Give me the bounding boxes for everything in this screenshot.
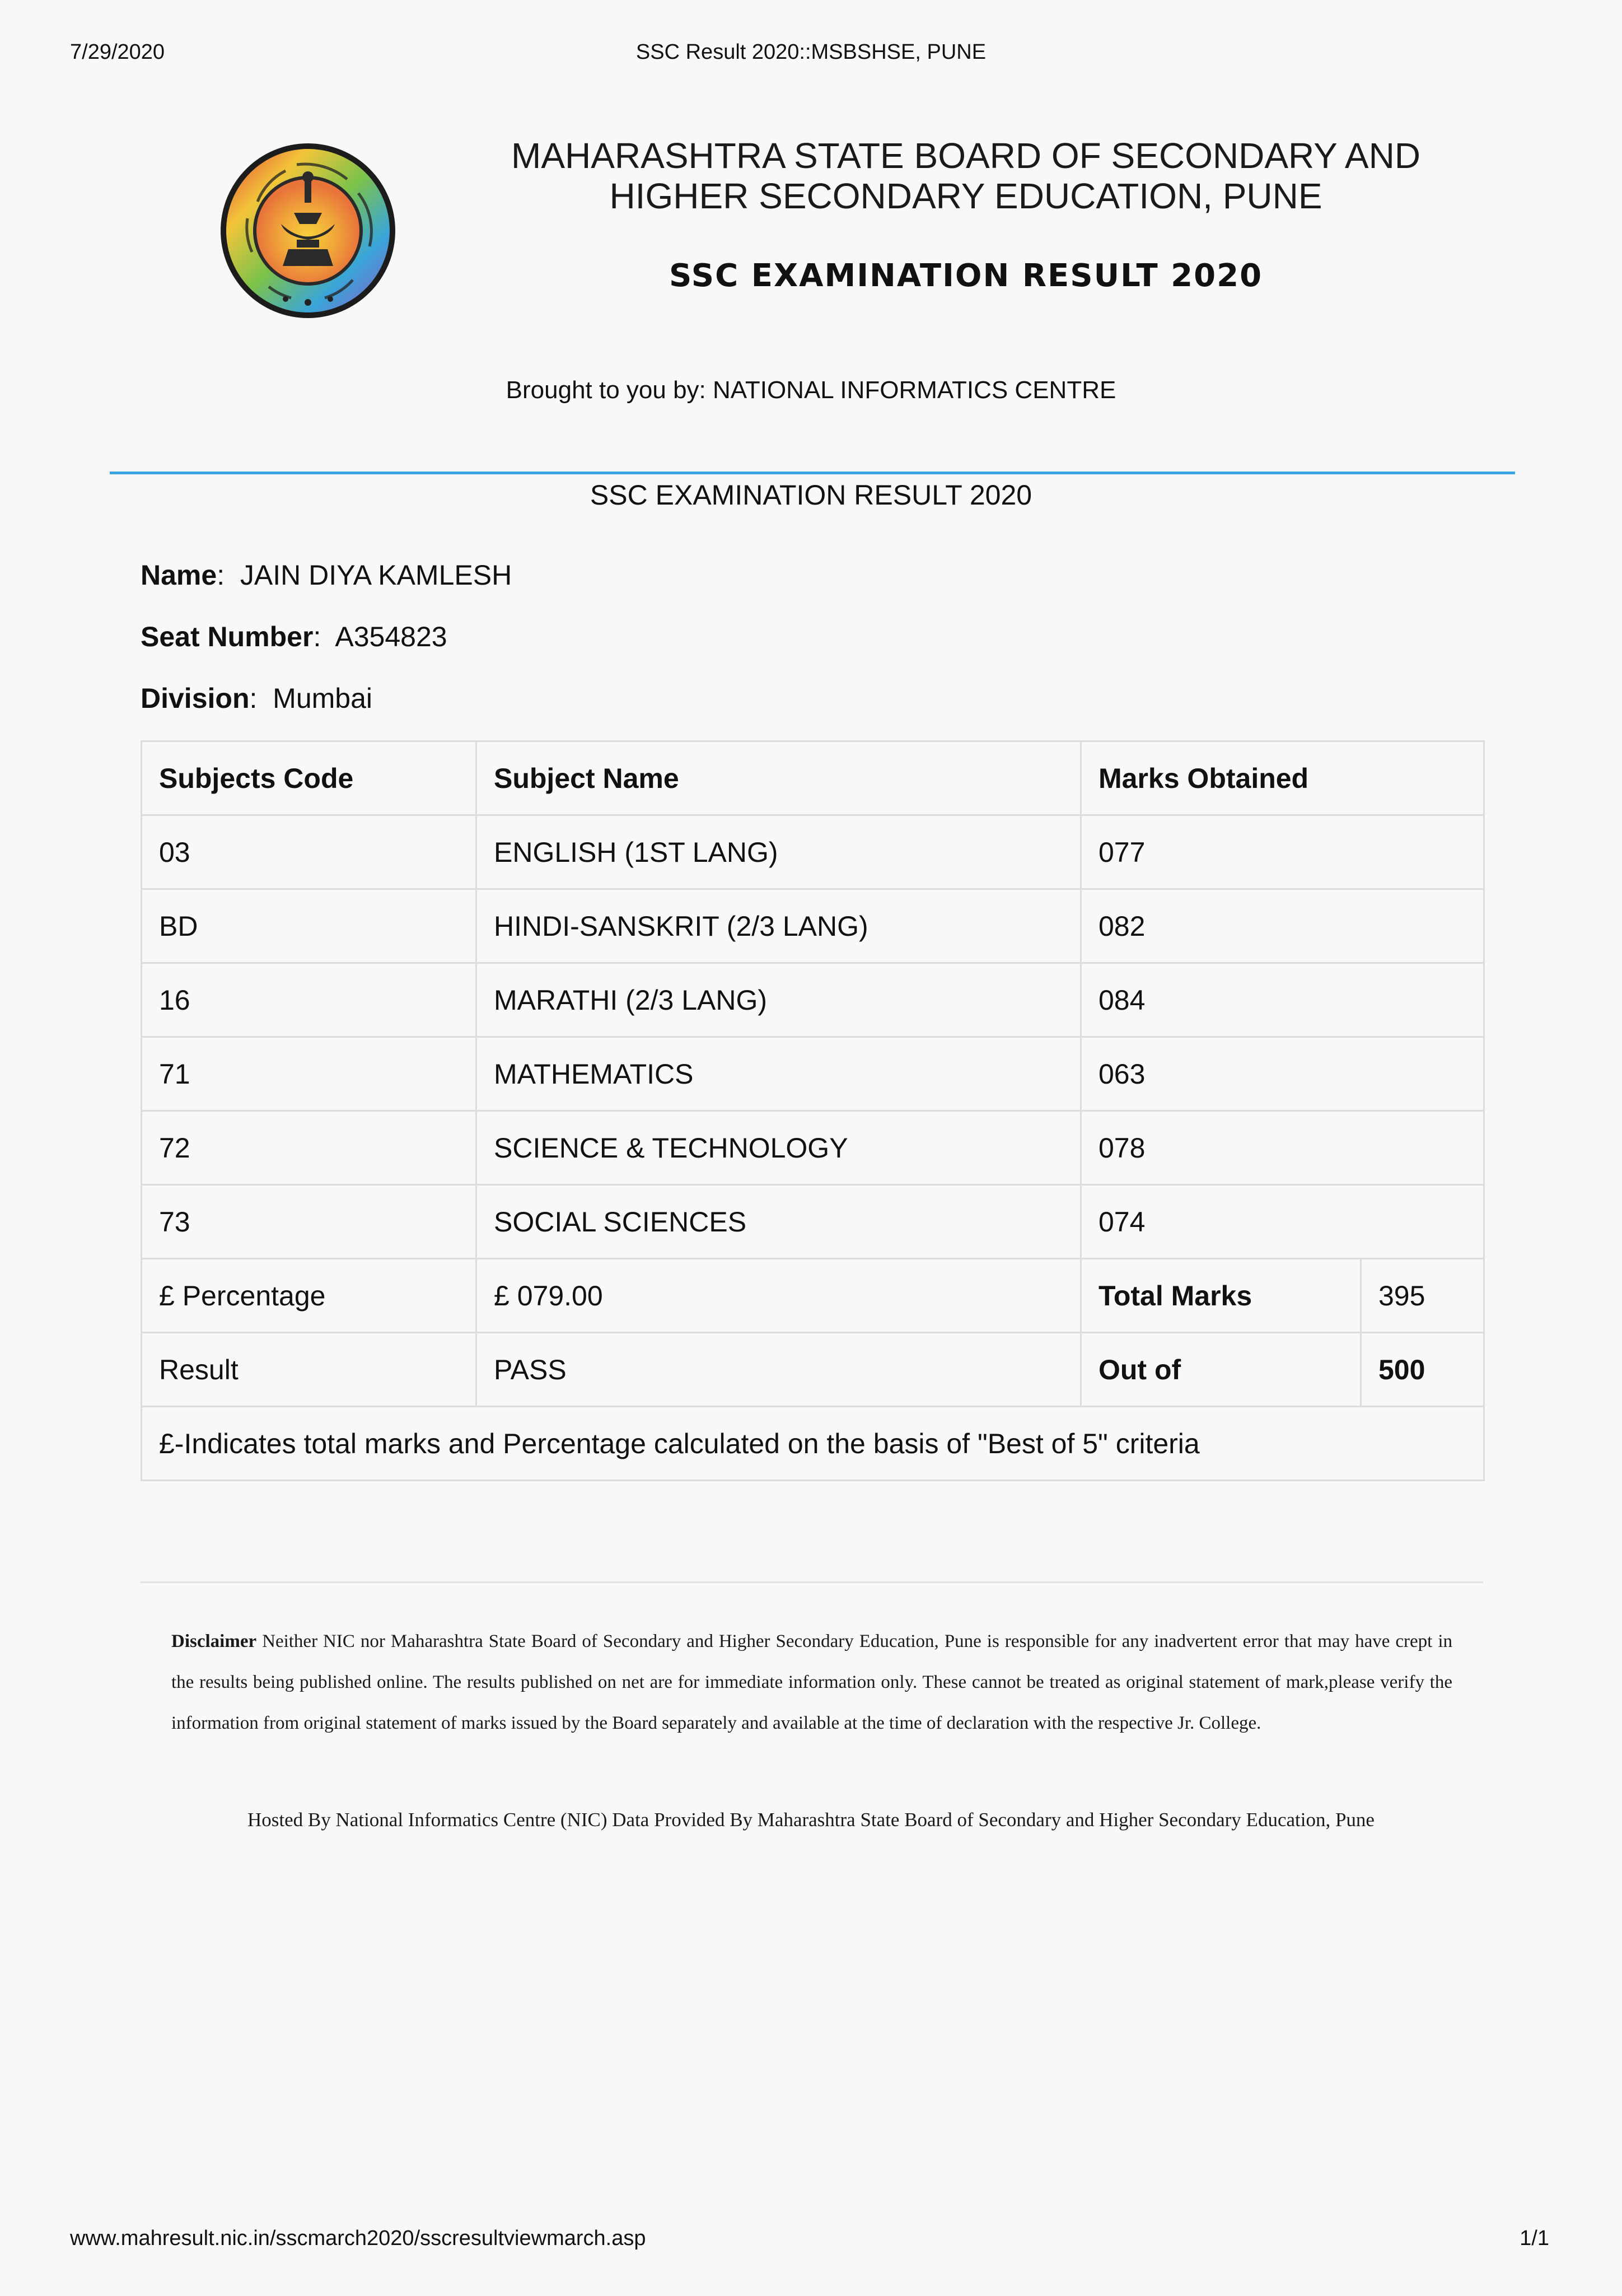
subject-name: SCIENCE & TECHNOLOGY xyxy=(476,1111,1081,1185)
table-row xyxy=(142,889,1484,963)
subject-code: 72 xyxy=(142,1111,476,1185)
table-row xyxy=(142,1111,1484,1185)
result-heading: SSC EXAMINATION RESULT 2020 xyxy=(590,479,1032,511)
percentage-value: £ 079.00 xyxy=(476,1259,1081,1333)
division-value: Mumbai xyxy=(273,683,373,714)
seat-value: A354823 xyxy=(335,621,447,652)
hosted-by-text: Hosted By National Informatics Centre (NIC) Data Provided By Maharashtra State Board of Secondary and Higher Secondary Education, Pune xyxy=(247,1809,1375,1831)
marks-table xyxy=(141,740,1485,1481)
subject-marks: 077 xyxy=(1081,815,1484,889)
name-label: Name xyxy=(141,559,217,591)
subject-code: 71 xyxy=(142,1037,476,1111)
subject-name: SOCIAL SCIENCES xyxy=(476,1185,1081,1259)
divider xyxy=(110,472,1515,474)
percentage-label: £ Percentage xyxy=(142,1259,476,1333)
table-header-row xyxy=(142,741,1484,815)
board-title xyxy=(487,136,1445,216)
best-of-5-note: £-Indicates total marks and Percentage calculated on the basis of "Best of 5" criteria xyxy=(142,1407,1484,1481)
subject-marks: 082 xyxy=(1081,889,1484,963)
disclaimer xyxy=(171,1621,1452,1744)
result-row xyxy=(142,1333,1484,1407)
table-row xyxy=(142,1037,1484,1111)
disclaimer-text: Neither NIC nor Maharashtra State Board of Secondary and Higher Secondary Education, Pune is responsible for any inadvertent error that may have crept in the results being published online. The results published on net are for immediate information only. These cannot be treated as original statement of mark,please verify the information from original statement of marks issued by the Board separately and available at the time of declaration with the respective Jr. College. xyxy=(171,1631,1452,1733)
subject-marks: 074 xyxy=(1081,1185,1484,1259)
table-row xyxy=(142,815,1484,889)
print-date: 7/29/2020 xyxy=(70,40,165,64)
candidate-name-row: Name: JAIN DIYA KAMLESH xyxy=(141,559,512,591)
subject-name: ENGLISH (1ST LANG) xyxy=(476,815,1081,889)
division-row: Division: Mumbai xyxy=(141,683,373,714)
subject-code: BD xyxy=(142,889,476,963)
subject-code: 03 xyxy=(142,815,476,889)
note-row xyxy=(142,1407,1484,1481)
print-url: www.mahresult.nic.in/sscmarch2020/sscresultviewmarch.asp xyxy=(70,2227,646,2250)
result-value: PASS xyxy=(476,1333,1081,1407)
division-label: Division xyxy=(141,683,250,714)
print-page-number: 1/1 xyxy=(1520,2227,1549,2250)
exam-title: SSC EXAMINATION RESULT 2020 xyxy=(669,258,1263,294)
seat-label: Seat Number xyxy=(141,621,314,652)
subject-code: 16 xyxy=(142,963,476,1037)
percentage-row xyxy=(142,1259,1484,1333)
subject-marks: 084 xyxy=(1081,963,1484,1037)
brought-by-text: Brought to you by: NATIONAL INFORMATICS CENTRE xyxy=(506,376,1116,404)
subject-marks: 078 xyxy=(1081,1111,1484,1185)
subject-marks: 063 xyxy=(1081,1037,1484,1111)
subject-code: 73 xyxy=(142,1185,476,1259)
disclaimer-label: Disclaimer xyxy=(171,1631,257,1651)
total-marks-value: 395 xyxy=(1361,1259,1484,1333)
subject-name: MARATHI (2/3 LANG) xyxy=(476,963,1081,1037)
board-title-line1: MAHARASHTRA STATE BOARD OF SECONDARY AND xyxy=(511,136,1420,176)
col-header-code: Subjects Code xyxy=(142,741,476,815)
subject-name: HINDI-SANSKRIT (2/3 LANG) xyxy=(476,889,1081,963)
footer-divider xyxy=(141,1581,1483,1583)
table-row xyxy=(142,963,1484,1037)
name-value: JAIN DIYA KAMLESH xyxy=(240,559,512,591)
result-label: Result xyxy=(142,1333,476,1407)
col-header-subject: Subject Name xyxy=(476,741,1081,815)
msbshse-seal-icon xyxy=(218,140,398,322)
seat-number-row: Seat Number: A354823 xyxy=(141,621,447,652)
table-row xyxy=(142,1185,1484,1259)
out-of-label: Out of xyxy=(1081,1333,1361,1407)
print-page-title: SSC Result 2020::MSBSHSE, PUNE xyxy=(635,40,987,64)
board-title-line2: HIGHER SECONDARY EDUCATION, PUNE xyxy=(609,176,1322,216)
subject-name: MATHEMATICS xyxy=(476,1037,1081,1111)
col-header-marks: Marks Obtained xyxy=(1081,741,1484,815)
out-of-value: 500 xyxy=(1361,1333,1484,1407)
total-marks-label: Total Marks xyxy=(1081,1259,1361,1333)
